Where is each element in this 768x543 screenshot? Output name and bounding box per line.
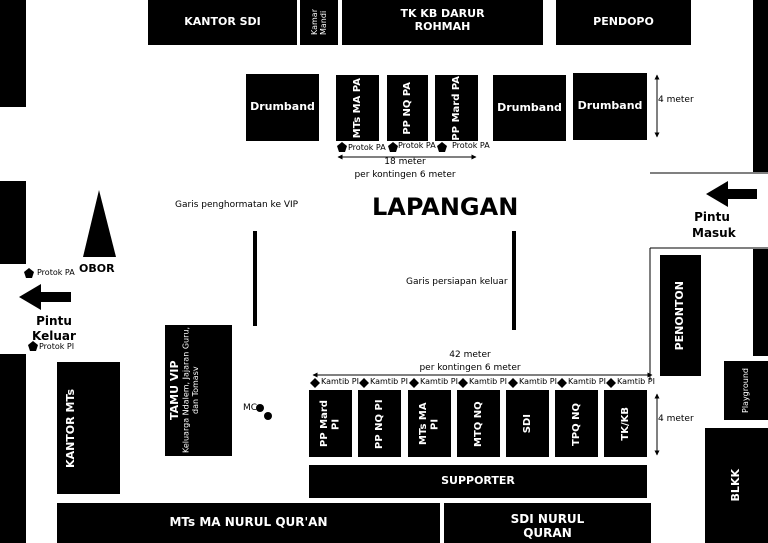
protok-pa-label: Protok PA (398, 141, 436, 150)
wall-left-top (0, 0, 26, 107)
kamar-mandi-label: Kamar Mandi (309, 9, 328, 36)
tamu-vip-subtitle: Keluarga Ndalem, Jajaran Guru, dan Tomasv (181, 327, 200, 454)
blkk-building (705, 428, 768, 543)
supporter-area (309, 465, 647, 498)
lapangan-title: LAPANGAN (372, 193, 519, 221)
pendopo-label: PENDOPO (593, 15, 654, 29)
protok-pa-marker-icon (388, 142, 398, 152)
bottom-pp-nq-pi-label: PP NQ PI (373, 398, 385, 449)
penonton-area (660, 255, 701, 376)
blkk-label: BLKK (729, 469, 743, 502)
pendopo-building (556, 0, 691, 45)
top-drumband-2 (493, 75, 566, 141)
mc-label: MC (243, 403, 258, 413)
bottom-tk-kb (604, 390, 647, 457)
garis-vip-label: Garis penghormatan ke VIP (175, 200, 299, 210)
kamtib-marker-icon (606, 378, 616, 388)
wall-right-top (753, 0, 768, 172)
top-drumband-3 (573, 73, 647, 140)
protok-pa-label: Protok PA (452, 141, 490, 150)
protok-pi-label: Protok PI (39, 342, 75, 351)
obor-torch-icon (83, 190, 116, 257)
kamtib-marker-icon (508, 378, 518, 388)
playground-label: Playground (741, 368, 751, 413)
mc-dot (256, 404, 264, 412)
playground-area (724, 361, 768, 420)
obor-label: OBOR (79, 262, 115, 275)
kamtib-pi-label: Kamtib PI (321, 377, 359, 386)
pintu-masuk-arrow-icon (706, 181, 757, 207)
protok-pa-marker-icon (437, 142, 447, 152)
top-pp-mard-pa-label: PP Mard PA (450, 75, 462, 141)
sdi-nurul-label: SDI NURUL QURAN (510, 512, 585, 540)
kamtib-pi-label: Kamtib PI (617, 377, 655, 386)
dimension-42m-label (408, 349, 532, 375)
kamtib-pi-label: Kamtib PI (420, 377, 458, 386)
dimension-4m-bottom-label: 4 meter (658, 414, 694, 424)
bottom-mts-ma-pi (408, 390, 451, 457)
supporter-label: SUPPORTER (441, 474, 515, 488)
dimension-18m-label (326, 156, 484, 182)
top-pp-mard-pa (435, 75, 478, 141)
dimension-per-kontingen-text: per kontingen 6 meter (419, 363, 521, 373)
penonton-label: PENONTON (673, 280, 687, 351)
garis-keluar-label: Garis persiapan keluar (406, 277, 508, 287)
kamtib-marker-icon (359, 378, 369, 388)
kamtib-marker-icon (409, 378, 419, 388)
protok-pa-label: Protok PA (348, 143, 386, 152)
bottom-pp-mard-pi-label: PP Mard PI (319, 400, 342, 447)
bottom-mtq-nq (457, 390, 500, 457)
kantor-sdi-building (148, 0, 297, 45)
bottom-pp-mard-pi (309, 390, 352, 457)
kantor-sdi-label: KANTOR SDI (184, 15, 261, 29)
top-mts-ma-pa (336, 75, 379, 141)
bottom-sdi-label: SDI (521, 413, 533, 434)
dimension-18m-text: 18 meter (384, 157, 426, 167)
pintu-keluar-label: Pintu Keluar (32, 314, 76, 343)
kamtib-marker-icon (458, 378, 468, 388)
bottom-tpq-nq-label: TPQ NQ (570, 402, 582, 446)
bottom-mts-ma-pi-label: MTs MA PI (418, 402, 441, 445)
bottom-pp-nq-pi (358, 390, 401, 457)
kamar-mandi-building (300, 0, 338, 45)
kantor-mts-building (57, 362, 120, 494)
protok-pa-left-label: Protok PA (37, 268, 75, 277)
top-pp-nq-pa-label: PP NQ PA (401, 81, 413, 135)
bottom-sdi (506, 390, 549, 457)
bottom-mtq-nq-label: MTQ NQ (472, 400, 484, 447)
protok-pa-marker-icon (337, 142, 347, 152)
sdi-nurul-building (444, 503, 651, 543)
mts-ma-building (57, 503, 440, 543)
wall-left-bottom (0, 354, 26, 543)
tamu-vip-area (165, 325, 232, 456)
kamtib-pi-label: Kamtib PI (568, 377, 606, 386)
mts-ma-label: MTs MA NURUL QUR'AN (169, 515, 328, 530)
top-pp-nq-pa (387, 75, 428, 141)
pintu-masuk-label: Pintu Masuk (692, 210, 736, 240)
tamu-vip-label: TAMU VIP (168, 360, 182, 421)
mc-dot (264, 412, 272, 420)
protok-pa-marker-icon (24, 268, 34, 278)
bottom-tpq-nq (555, 390, 598, 457)
dimension-4m-top-label: 4 meter (658, 95, 694, 105)
top-drumband-1-label: Drumband (250, 100, 315, 114)
kamtib-pi-label: Kamtib PI (370, 377, 408, 386)
kantor-mts-label: KANTOR MTs (63, 388, 77, 468)
kamtib-marker-icon (310, 378, 320, 388)
top-drumband-2-label: Drumband (497, 100, 562, 114)
pintu-keluar-arrow-icon (19, 284, 71, 310)
kamtib-pi-label: Kamtib PI (469, 377, 507, 386)
tk-kb-building (342, 0, 543, 45)
wall-right-middle (753, 249, 768, 356)
top-mts-ma-pa-label: MTs MA PA (351, 77, 363, 139)
tk-kb-label: TK KB DARUR ROHMAH (400, 7, 485, 33)
top-drumband-3-label: Drumband (577, 99, 643, 113)
dimension-per-kontingen-text: per kontingen 6 meter (354, 170, 456, 180)
bottom-tk-kb-label: TK/KB (619, 406, 631, 441)
kamtib-marker-icon (557, 378, 567, 388)
tamu-vip-text (169, 325, 228, 456)
wall-left-middle (0, 181, 26, 264)
top-drumband-1 (246, 74, 319, 141)
kamtib-pi-label: Kamtib PI (519, 377, 557, 386)
dimension-42m-text: 42 meter (449, 350, 491, 360)
